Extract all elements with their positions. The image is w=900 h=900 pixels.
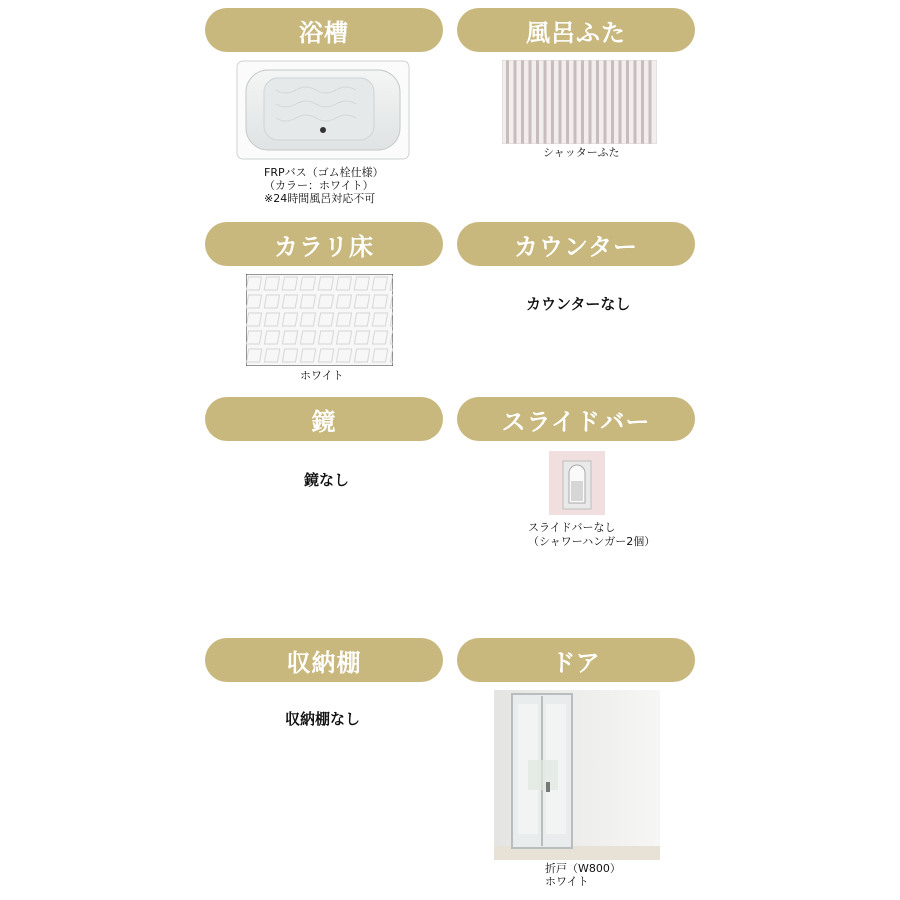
floor-tile-image [246, 274, 393, 366]
bathtub-image [236, 60, 410, 160]
mirror-none-text: 鏡なし [304, 471, 350, 489]
section-title-bath-lid: 風呂ふた [457, 8, 695, 52]
section-title-floor: カラリ床 [205, 222, 443, 266]
bathtub-caption-line-3: ※24時間風呂対応不可 [264, 192, 376, 205]
section-title-slide-bar: スライドバー [457, 397, 695, 441]
section-title-bathtub: 浴槽 [205, 8, 443, 52]
bath-lid-caption: シャッターふた [543, 146, 620, 159]
folding-door-image [494, 690, 660, 860]
slide-bar-caption-line-2: （シャワーハンガー2個） [528, 535, 656, 548]
section-title-counter: カウンター [457, 222, 695, 266]
section-title-storage-shelf: 収納棚 [205, 638, 443, 682]
door-caption-line-2: ホワイト [545, 875, 589, 888]
slide-bar-caption-line-1: スライドバーなし [528, 521, 616, 534]
shutter-lid-image [502, 60, 657, 144]
shower-hanger-image [549, 451, 605, 515]
section-title-door: ドア [457, 638, 695, 682]
bathtub-caption-line-2: （カラー：ホワイト） [264, 179, 374, 192]
storage-shelf-none-text: 収納棚なし [285, 710, 361, 728]
bathtub-caption-line-1: FRPバス（ゴム栓仕様） [264, 166, 384, 179]
door-caption-line-1: 折戸（W800） [545, 862, 621, 875]
counter-none-text: カウンターなし [526, 295, 631, 313]
section-title-mirror: 鏡 [205, 397, 443, 441]
floor-caption: ホワイト [300, 369, 344, 382]
